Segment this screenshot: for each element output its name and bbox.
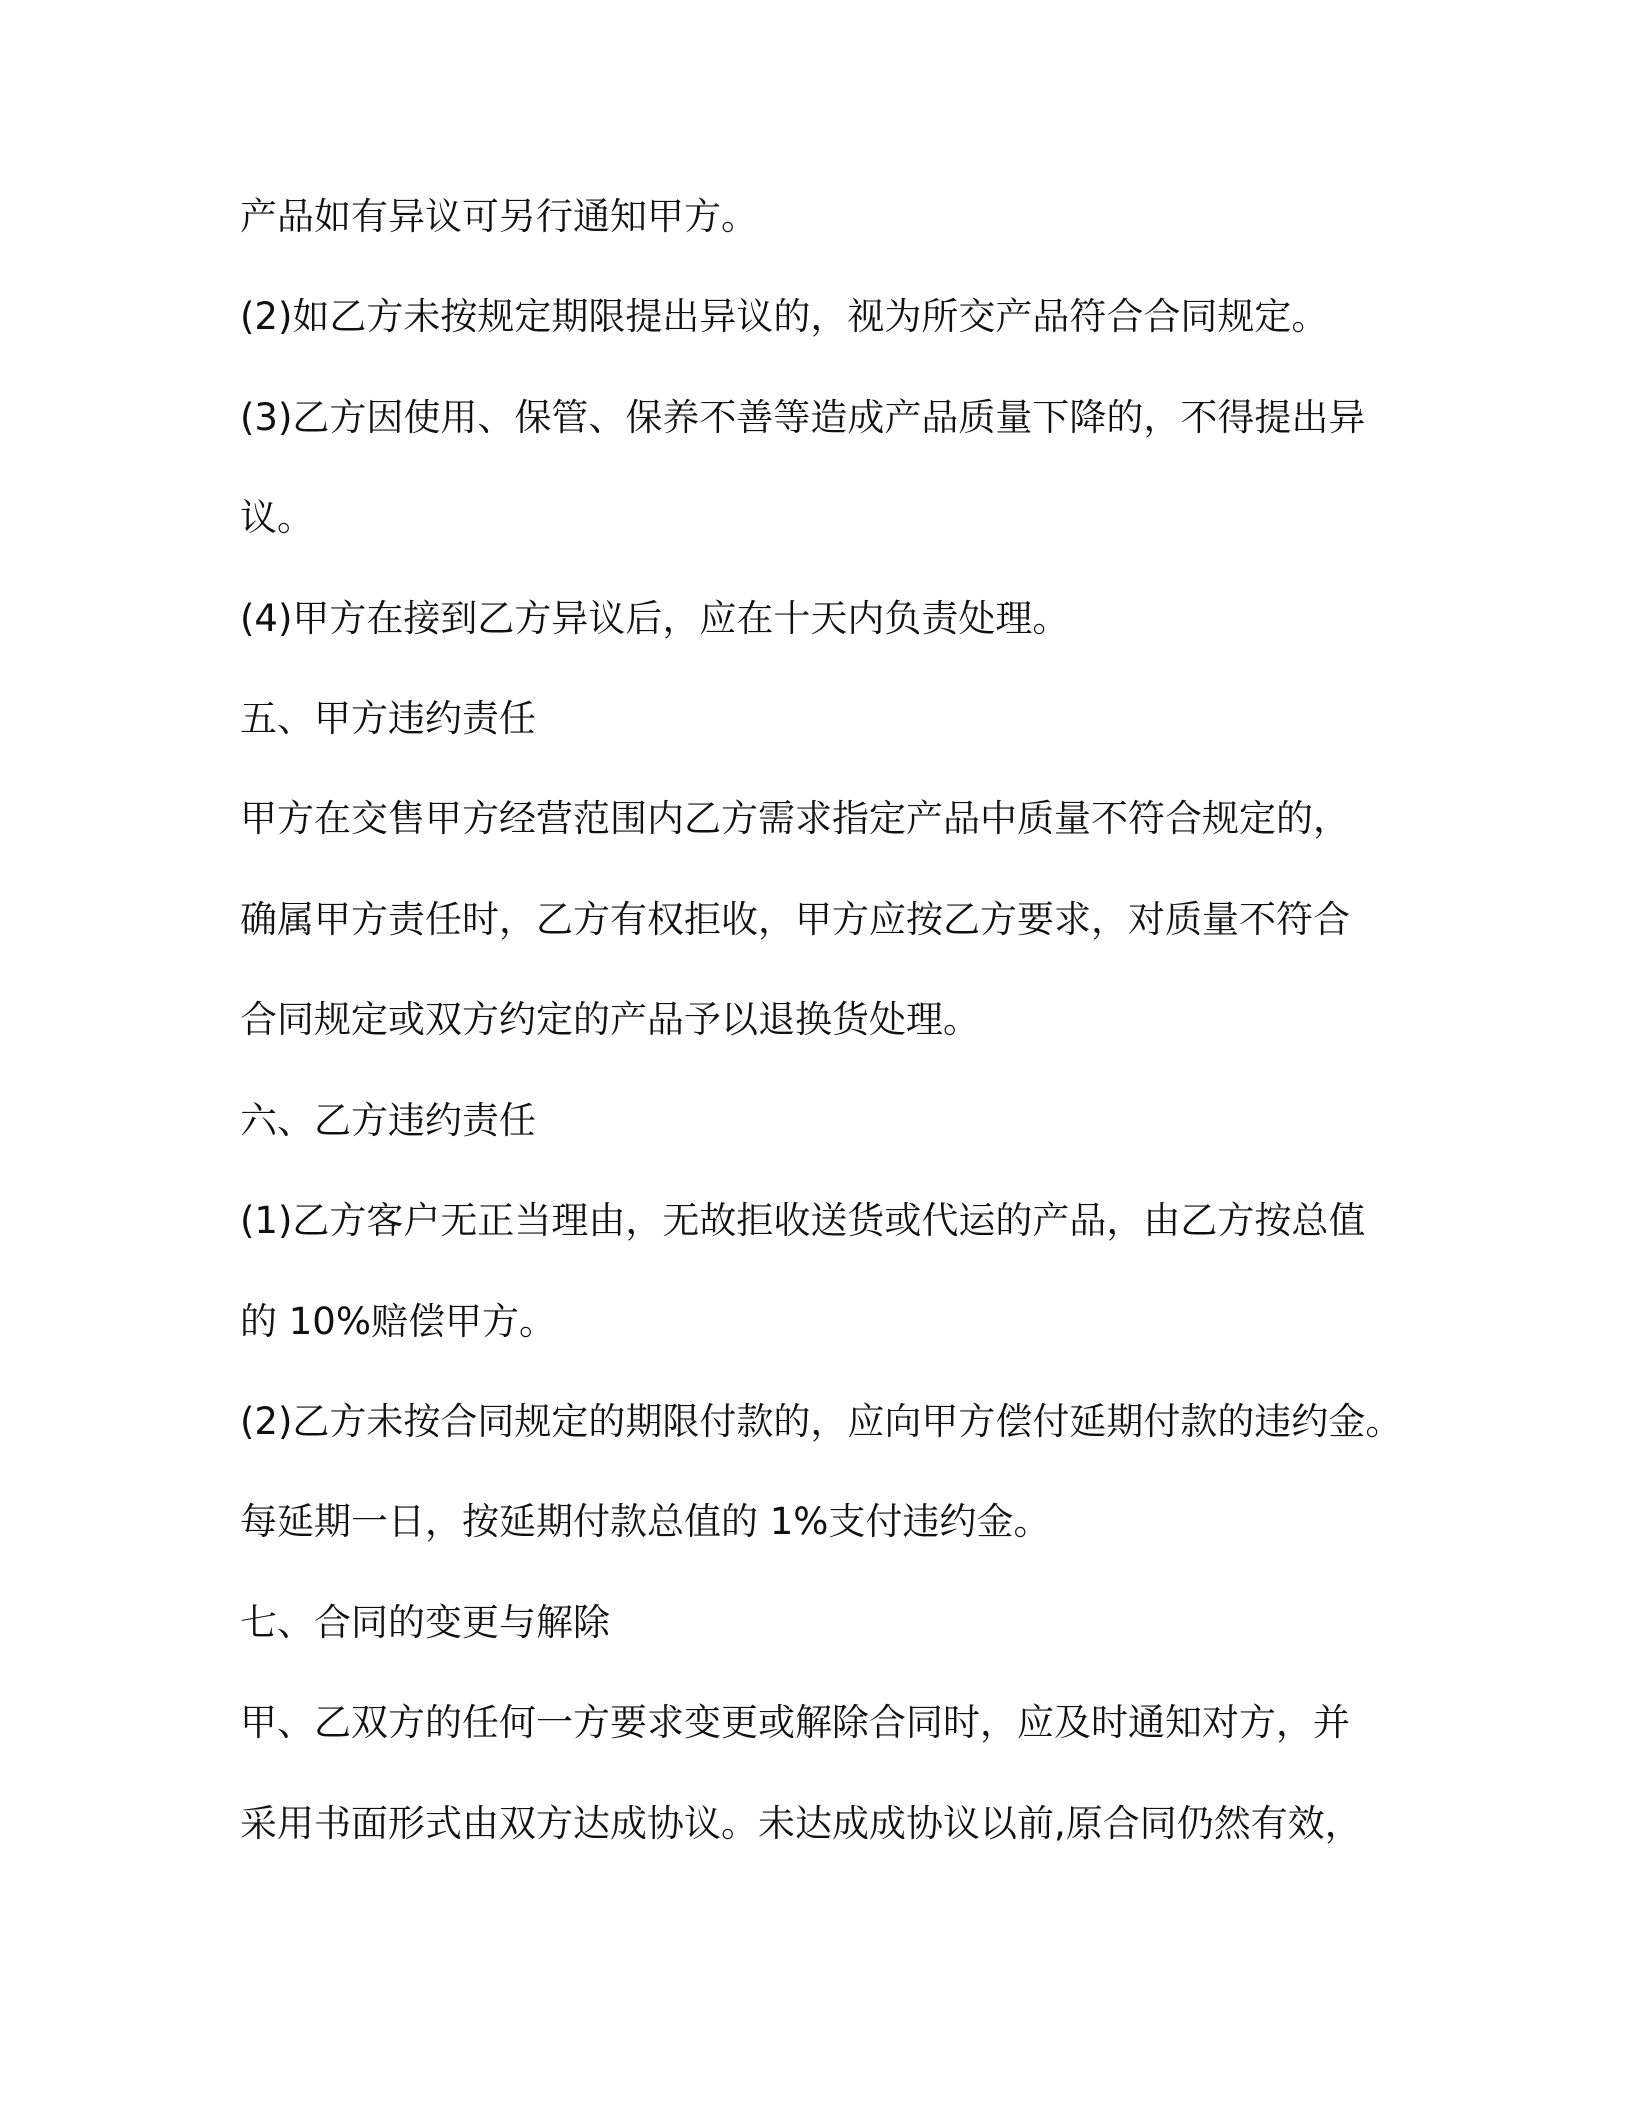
text-line: 的 10%赔偿甲方。 <box>240 1300 556 1343</box>
text-line: 每延期一日，按延期付款总值的 1%支付违约金。 <box>240 1500 1051 1543</box>
text-line: 采用书面形式由双方达成协议。未达成成协议以前,原合同仍然有效， <box>240 1802 1362 1845</box>
text-line: 议。 <box>240 496 314 539</box>
text-line: (2)乙方未按合同规定的期限付款的，应向甲方偿付延期付款的违约金。 <box>240 1400 1403 1443</box>
text-line: (1)乙方客户无正当理由，无故拒收送货或代运的产品，由乙方按总值 <box>240 1199 1366 1242</box>
text-line: 确属甲方责任时，乙方有权拒收，甲方应按乙方要求，对质量不符合 <box>240 898 1350 941</box>
text-line: (3)乙方因使用、保管、保养不善等造成产品质量下降的，不得提出异 <box>240 396 1366 439</box>
text-line: 甲、乙双方的任何一方要求变更或解除合同时，应及时通知对方，并 <box>240 1701 1350 1744</box>
text-line: 甲方在交售甲方经营范围内乙方需求指定产品中质量不符合规定的， <box>240 797 1350 840</box>
section-heading: 七、合同的变更与解除 <box>240 1601 610 1644</box>
text-line: (2)如乙方未按规定期限提出异议的，视为所交产品符合合同规定。 <box>240 295 1329 338</box>
text-line: (4)甲方在接到乙方异议后，应在十天内负责处理。 <box>240 597 1070 640</box>
section-heading: 六、乙方违约责任 <box>240 1099 536 1142</box>
text-line: 合同规定或双方约定的产品予以退换货处理。 <box>240 998 980 1041</box>
section-heading: 五、甲方违约责任 <box>240 697 536 740</box>
text-line: 产品如有异议可另行通知甲方。 <box>240 195 758 238</box>
